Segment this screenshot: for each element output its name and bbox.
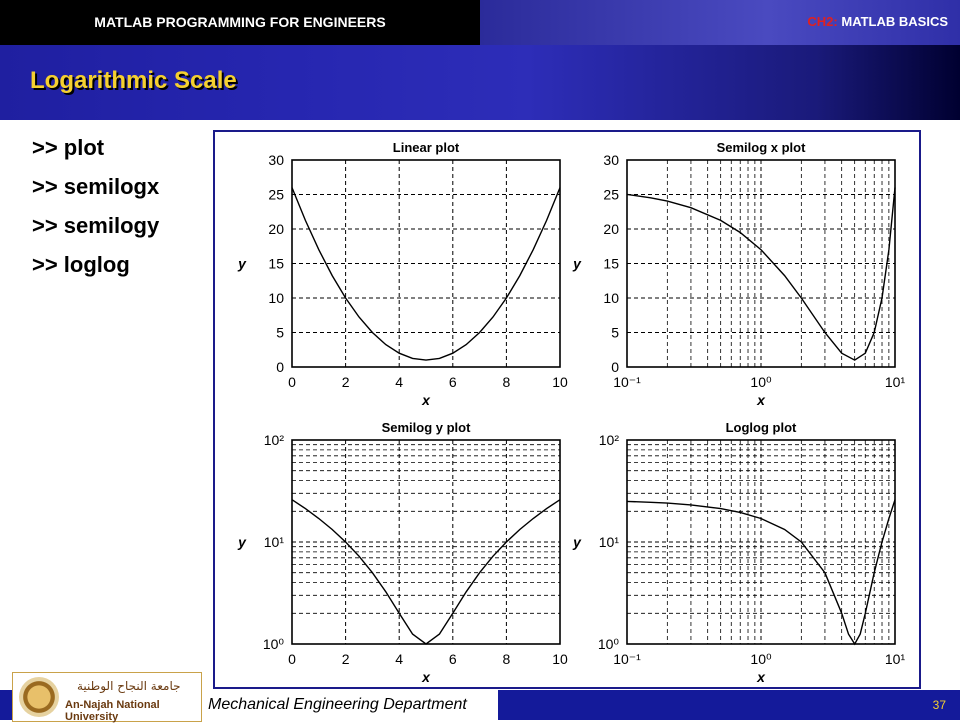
x-tick-label: 2 [341,651,350,667]
command-item: >> plot [32,135,105,160]
x-tick-label: 10⁻¹ [613,374,641,390]
eagle-emblem-icon [19,677,59,717]
plot-title: Linear plot [392,140,460,155]
command-item: >> semilogx [32,174,160,199]
x-axis-label: x [757,392,765,408]
y-tick-label: 15 [268,255,284,272]
plots-svg [215,132,919,687]
chapter-name: MATLAB BASICS [841,14,948,29]
y-axis-label: y [573,534,581,550]
x-tick-label: 0 [288,374,296,390]
x-tick-label: 10 [552,374,568,390]
x-tick-label: 4 [395,374,404,390]
y-tick-label: 25 [268,186,284,203]
x-axis-label: x [422,392,430,408]
x-tick-label: 10¹ [884,374,906,390]
slide-title: Logarithmic Scale [30,67,237,94]
chapter-label [807,14,948,29]
plot-title: Semilog y plot [381,420,471,435]
plot-figure [213,130,921,689]
y-tick-label: 10¹ [598,534,619,550]
y-tick-label: 30 [268,152,284,168]
command-item: >> loglog [32,252,130,277]
course-title: MATLAB PROGRAMMING FOR ENGINEERS [94,14,386,30]
y-tick-label: 5 [611,324,619,341]
y-tick-label: 10⁰ [597,636,619,652]
plot-title: Semilog x plot [716,140,806,155]
chart-panel-1 [237,140,568,408]
x-axis-label: x [757,669,765,685]
y-tick-label: 10² [263,432,284,448]
chart-panel-4 [572,420,905,685]
x-axis-label: x [422,669,430,685]
x-tick-label: 10¹ [884,651,906,667]
y-tick-label: 20 [268,221,284,237]
y-tick-label: 0 [611,359,619,375]
x-tick-label: 10⁻¹ [613,651,641,667]
y-tick-label: 10² [598,432,619,448]
chapter-code: CH2: [807,14,838,29]
x-tick-label: 8 [502,374,511,390]
plot-title: Loglog plot [725,420,797,435]
y-axis-label: y [238,534,246,550]
y-tick-label: 10⁰ [262,636,284,652]
department-label: Mechanical Engineering Department [208,696,467,713]
university-logo [12,672,202,722]
x-tick-label: 6 [448,374,457,390]
chart-panel-2 [572,140,905,408]
chapter-banner [480,0,960,45]
y-axis-label: y [573,255,581,272]
university-name-arabic: جامعة النجاح الوطنية [77,679,181,693]
x-tick-label: 10⁰ [750,651,772,667]
x-tick-label: 10 [552,651,568,667]
x-tick-label: 10⁰ [750,374,772,390]
command-list [32,128,159,284]
y-tick-label: 10 [268,290,284,306]
y-tick-label: 30 [603,152,619,168]
x-tick-label: 2 [341,374,350,390]
y-axis-label: y [238,255,246,272]
y-tick-label: 10¹ [263,534,284,550]
y-tick-label: 15 [603,255,619,272]
y-tick-label: 25 [603,186,619,203]
data-series-line [292,188,560,361]
university-name-english: An-Najah National University [65,699,160,723]
x-tick-label: 6 [448,651,457,667]
y-tick-label: 0 [276,359,284,375]
x-tick-label: 8 [502,651,511,667]
chart-panel-3 [237,420,568,685]
top-bar [0,0,960,45]
y-tick-label: 10 [603,290,619,306]
page-number: 37 [932,698,946,712]
x-tick-label: 4 [395,651,404,667]
data-series-line [292,500,560,644]
command-item: >> semilogy [32,213,160,238]
department-box [202,690,498,720]
y-tick-label: 20 [603,221,619,237]
y-tick-label: 5 [276,324,284,341]
title-bar [0,45,960,120]
x-tick-label: 0 [288,651,296,667]
